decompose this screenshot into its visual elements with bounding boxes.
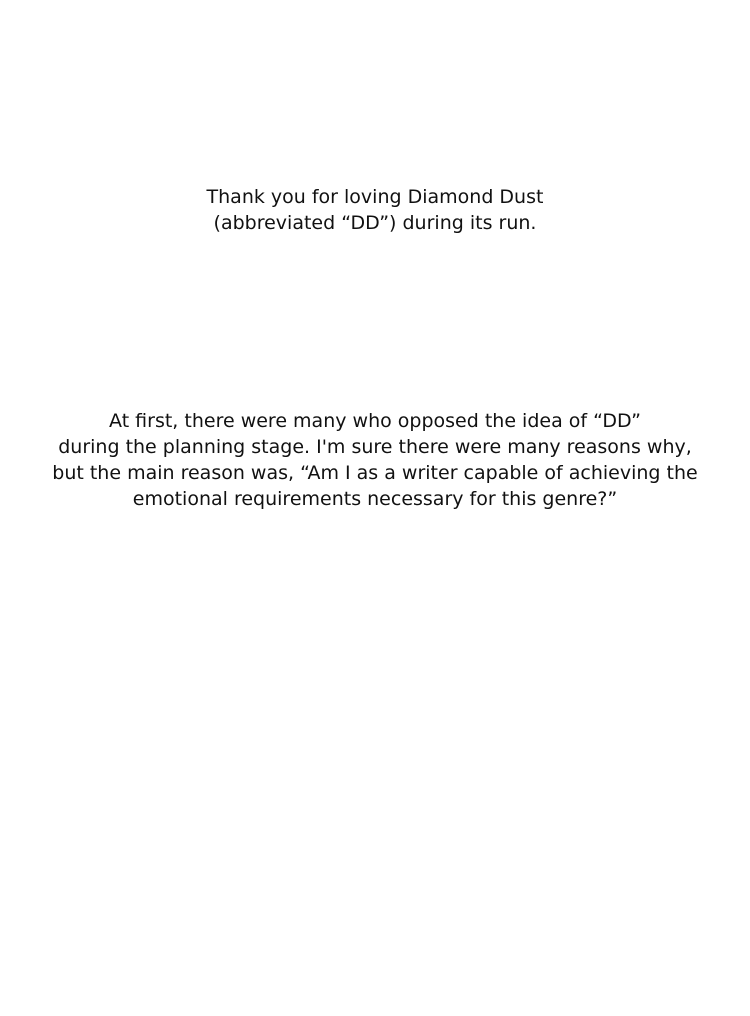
text-line: during the planning stage. I'm sure there were many reasons why, [58,436,692,458]
text-line: (abbreviated “DD”) during its run. [213,212,537,234]
paragraph-planning [0,408,750,512]
paragraph-thanks [0,184,750,236]
text-line: At first, there were many who opposed the idea of “DD” [109,410,641,432]
text-line: emotional requirements necessary for this genre?” [132,488,618,510]
text-line: Thank you for loving Diamond Dust [206,186,544,208]
text-line: but the main reason was, “Am I as a writer capable of achieving the [52,462,698,484]
